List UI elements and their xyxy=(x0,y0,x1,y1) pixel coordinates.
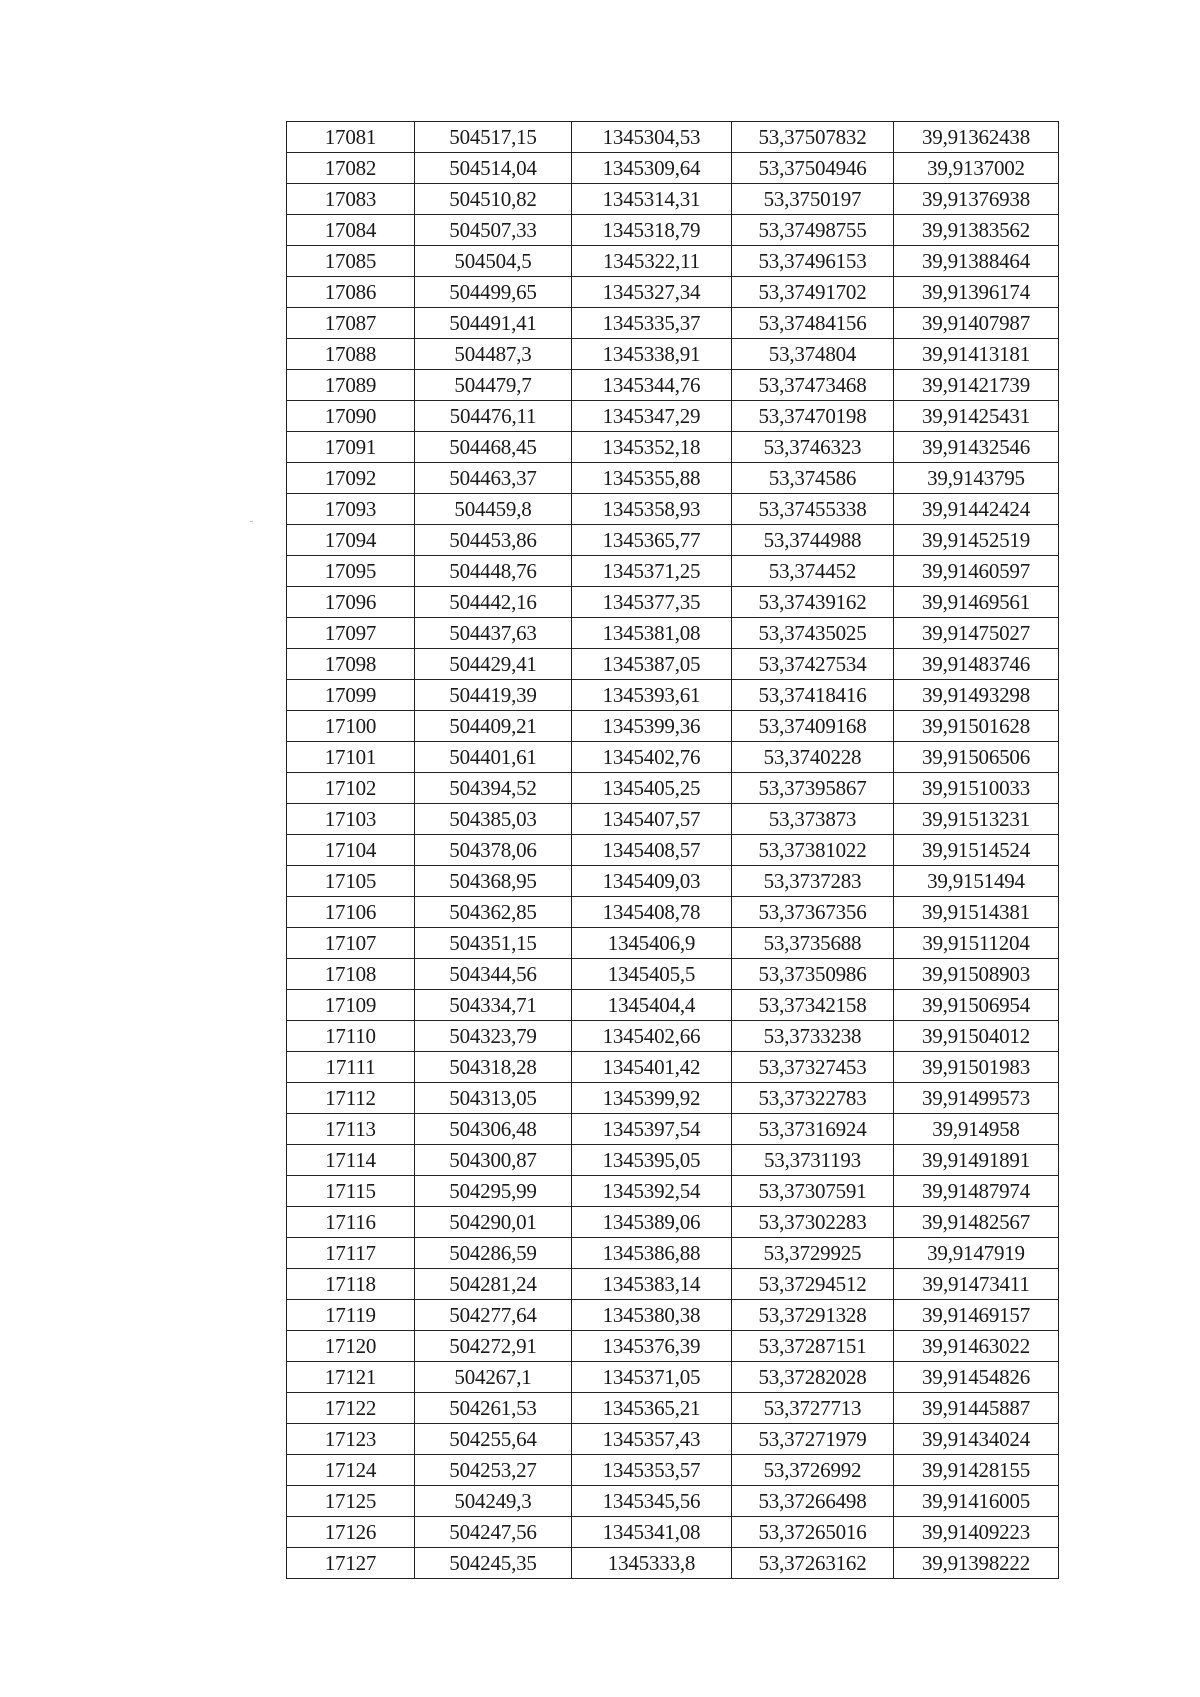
table-row xyxy=(287,1238,1059,1269)
longitude-cell: 39,91425431 xyxy=(894,401,1059,432)
y-coordinate-cell: 1345345,56 xyxy=(572,1486,732,1517)
longitude-cell: 39,91473411 xyxy=(894,1269,1059,1300)
latitude-cell: 53,37367356 xyxy=(732,897,894,928)
latitude-cell: 53,37263162 xyxy=(732,1548,894,1579)
point-number-cell: 17123 xyxy=(287,1424,415,1455)
longitude-cell: 39,914958 xyxy=(894,1114,1059,1145)
latitude-cell: 53,3735688 xyxy=(732,928,894,959)
point-number-cell: 17096 xyxy=(287,587,415,618)
longitude-cell: 39,91434024 xyxy=(894,1424,1059,1455)
longitude-cell: 39,91413181 xyxy=(894,339,1059,370)
latitude-cell: 53,37435025 xyxy=(732,618,894,649)
point-number-cell: 17126 xyxy=(287,1517,415,1548)
latitude-cell: 53,37455338 xyxy=(732,494,894,525)
point-number-cell: 17097 xyxy=(287,618,415,649)
longitude-cell: 39,91514381 xyxy=(894,897,1059,928)
y-coordinate-cell: 1345344,76 xyxy=(572,370,732,401)
table-row xyxy=(287,215,1059,246)
longitude-cell: 39,91475027 xyxy=(894,618,1059,649)
longitude-cell: 39,91511204 xyxy=(894,928,1059,959)
table-row xyxy=(287,773,1059,804)
table-row xyxy=(287,1269,1059,1300)
longitude-cell: 39,91388464 xyxy=(894,246,1059,277)
latitude-cell: 53,37271979 xyxy=(732,1424,894,1455)
point-number-cell: 17124 xyxy=(287,1455,415,1486)
y-coordinate-cell: 1345318,79 xyxy=(572,215,732,246)
table-row xyxy=(287,618,1059,649)
y-coordinate-cell: 1345389,06 xyxy=(572,1207,732,1238)
x-coordinate-cell: 504334,71 xyxy=(415,990,572,1021)
table-row xyxy=(287,556,1059,587)
table-row xyxy=(287,990,1059,1021)
longitude-cell: 39,91508903 xyxy=(894,959,1059,990)
latitude-cell: 53,37381022 xyxy=(732,835,894,866)
table-row xyxy=(287,339,1059,370)
longitude-cell: 39,91432546 xyxy=(894,432,1059,463)
table-row xyxy=(287,525,1059,556)
y-coordinate-cell: 1345365,21 xyxy=(572,1393,732,1424)
point-number-cell: 17098 xyxy=(287,649,415,680)
table-row xyxy=(287,184,1059,215)
table-row xyxy=(287,1393,1059,1424)
table-row xyxy=(287,308,1059,339)
x-coordinate-cell: 504487,3 xyxy=(415,339,572,370)
x-coordinate-cell: 504507,33 xyxy=(415,215,572,246)
latitude-cell: 53,3740228 xyxy=(732,742,894,773)
point-number-cell: 17109 xyxy=(287,990,415,1021)
longitude-cell: 39,9151494 xyxy=(894,866,1059,897)
table-row xyxy=(287,1362,1059,1393)
point-number-cell: 17108 xyxy=(287,959,415,990)
longitude-cell: 39,91416005 xyxy=(894,1486,1059,1517)
latitude-cell: 53,3726992 xyxy=(732,1455,894,1486)
longitude-cell: 39,91421739 xyxy=(894,370,1059,401)
table-row xyxy=(287,959,1059,990)
longitude-cell: 39,91482567 xyxy=(894,1207,1059,1238)
table-row xyxy=(287,1486,1059,1517)
longitude-cell: 39,91491891 xyxy=(894,1145,1059,1176)
y-coordinate-cell: 1345352,18 xyxy=(572,432,732,463)
table-row xyxy=(287,1021,1059,1052)
longitude-cell: 39,91499573 xyxy=(894,1083,1059,1114)
coordinates-table-body xyxy=(287,122,1059,1579)
x-coordinate-cell: 504362,85 xyxy=(415,897,572,928)
longitude-cell: 39,91501628 xyxy=(894,711,1059,742)
table-row xyxy=(287,1145,1059,1176)
latitude-cell: 53,374586 xyxy=(732,463,894,494)
x-coordinate-cell: 504437,63 xyxy=(415,618,572,649)
x-coordinate-cell: 504306,48 xyxy=(415,1114,572,1145)
y-coordinate-cell: 1345314,31 xyxy=(572,184,732,215)
x-coordinate-cell: 504476,11 xyxy=(415,401,572,432)
table-row xyxy=(287,122,1059,153)
longitude-cell: 39,91452519 xyxy=(894,525,1059,556)
y-coordinate-cell: 1345357,43 xyxy=(572,1424,732,1455)
point-number-cell: 17127 xyxy=(287,1548,415,1579)
table-row xyxy=(287,277,1059,308)
table-row xyxy=(287,866,1059,897)
latitude-cell: 53,37302283 xyxy=(732,1207,894,1238)
y-coordinate-cell: 1345377,35 xyxy=(572,587,732,618)
latitude-cell: 53,374804 xyxy=(732,339,894,370)
x-coordinate-cell: 504453,86 xyxy=(415,525,572,556)
x-coordinate-cell: 504499,65 xyxy=(415,277,572,308)
x-coordinate-cell: 504514,04 xyxy=(415,153,572,184)
point-number-cell: 17105 xyxy=(287,866,415,897)
latitude-cell: 53,37439162 xyxy=(732,587,894,618)
x-coordinate-cell: 504517,15 xyxy=(415,122,572,153)
longitude-cell: 39,91510033 xyxy=(894,773,1059,804)
x-coordinate-cell: 504290,01 xyxy=(415,1207,572,1238)
x-coordinate-cell: 504253,27 xyxy=(415,1455,572,1486)
latitude-cell: 53,37307591 xyxy=(732,1176,894,1207)
y-coordinate-cell: 1345405,25 xyxy=(572,773,732,804)
x-coordinate-cell: 504249,3 xyxy=(415,1486,572,1517)
y-coordinate-cell: 1345399,92 xyxy=(572,1083,732,1114)
latitude-cell: 53,374452 xyxy=(732,556,894,587)
latitude-cell: 53,3746323 xyxy=(732,432,894,463)
latitude-cell: 53,37265016 xyxy=(732,1517,894,1548)
y-coordinate-cell: 1345405,5 xyxy=(572,959,732,990)
x-coordinate-cell: 504468,45 xyxy=(415,432,572,463)
y-coordinate-cell: 1345341,08 xyxy=(572,1517,732,1548)
y-coordinate-cell: 1345383,14 xyxy=(572,1269,732,1300)
longitude-cell: 39,91483746 xyxy=(894,649,1059,680)
longitude-cell: 39,91409223 xyxy=(894,1517,1059,1548)
latitude-cell: 53,37470198 xyxy=(732,401,894,432)
x-coordinate-cell: 504419,39 xyxy=(415,680,572,711)
x-coordinate-cell: 504245,35 xyxy=(415,1548,572,1579)
longitude-cell: 39,91504012 xyxy=(894,1021,1059,1052)
x-coordinate-cell: 504323,79 xyxy=(415,1021,572,1052)
point-number-cell: 17086 xyxy=(287,277,415,308)
point-number-cell: 17089 xyxy=(287,370,415,401)
latitude-cell: 53,37294512 xyxy=(732,1269,894,1300)
table-row xyxy=(287,1455,1059,1486)
point-number-cell: 17099 xyxy=(287,680,415,711)
x-coordinate-cell: 504401,61 xyxy=(415,742,572,773)
x-coordinate-cell: 504261,53 xyxy=(415,1393,572,1424)
y-coordinate-cell: 1345399,36 xyxy=(572,711,732,742)
longitude-cell: 39,91445887 xyxy=(894,1393,1059,1424)
x-coordinate-cell: 504295,99 xyxy=(415,1176,572,1207)
y-coordinate-cell: 1345392,54 xyxy=(572,1176,732,1207)
x-coordinate-cell: 504344,56 xyxy=(415,959,572,990)
x-coordinate-cell: 504318,28 xyxy=(415,1052,572,1083)
y-coordinate-cell: 1345309,64 xyxy=(572,153,732,184)
point-number-cell: 17095 xyxy=(287,556,415,587)
table-row xyxy=(287,835,1059,866)
table-row xyxy=(287,246,1059,277)
x-coordinate-cell: 504378,06 xyxy=(415,835,572,866)
longitude-cell: 39,91376938 xyxy=(894,184,1059,215)
longitude-cell: 39,91469561 xyxy=(894,587,1059,618)
point-number-cell: 17084 xyxy=(287,215,415,246)
longitude-cell: 39,91487974 xyxy=(894,1176,1059,1207)
table-row xyxy=(287,1424,1059,1455)
y-coordinate-cell: 1345371,25 xyxy=(572,556,732,587)
latitude-cell: 53,37287151 xyxy=(732,1331,894,1362)
x-coordinate-cell: 504247,56 xyxy=(415,1517,572,1548)
latitude-cell: 53,37291328 xyxy=(732,1300,894,1331)
latitude-cell: 53,37322783 xyxy=(732,1083,894,1114)
point-number-cell: 17121 xyxy=(287,1362,415,1393)
x-coordinate-cell: 504368,95 xyxy=(415,866,572,897)
scan-speck xyxy=(250,521,253,522)
y-coordinate-cell: 1345365,77 xyxy=(572,525,732,556)
table-row xyxy=(287,1176,1059,1207)
point-number-cell: 17101 xyxy=(287,742,415,773)
point-number-cell: 17120 xyxy=(287,1331,415,1362)
point-number-cell: 17111 xyxy=(287,1052,415,1083)
y-coordinate-cell: 1345358,93 xyxy=(572,494,732,525)
point-number-cell: 17092 xyxy=(287,463,415,494)
x-coordinate-cell: 504429,41 xyxy=(415,649,572,680)
x-coordinate-cell: 504272,91 xyxy=(415,1331,572,1362)
table-row xyxy=(287,742,1059,773)
x-coordinate-cell: 504300,87 xyxy=(415,1145,572,1176)
longitude-cell: 39,91513231 xyxy=(894,804,1059,835)
y-coordinate-cell: 1345408,57 xyxy=(572,835,732,866)
point-number-cell: 17102 xyxy=(287,773,415,804)
longitude-cell: 39,9147919 xyxy=(894,1238,1059,1269)
table-row xyxy=(287,1331,1059,1362)
x-coordinate-cell: 504385,03 xyxy=(415,804,572,835)
point-number-cell: 17112 xyxy=(287,1083,415,1114)
longitude-cell: 39,91362438 xyxy=(894,122,1059,153)
y-coordinate-cell: 1345333,8 xyxy=(572,1548,732,1579)
latitude-cell: 53,37316924 xyxy=(732,1114,894,1145)
x-coordinate-cell: 504448,76 xyxy=(415,556,572,587)
latitude-cell: 53,3744988 xyxy=(732,525,894,556)
longitude-cell: 39,91398222 xyxy=(894,1548,1059,1579)
point-number-cell: 17093 xyxy=(287,494,415,525)
y-coordinate-cell: 1345393,61 xyxy=(572,680,732,711)
latitude-cell: 53,373873 xyxy=(732,804,894,835)
latitude-cell: 53,37409168 xyxy=(732,711,894,742)
point-number-cell: 17114 xyxy=(287,1145,415,1176)
longitude-cell: 39,9137002 xyxy=(894,153,1059,184)
longitude-cell: 39,91493298 xyxy=(894,680,1059,711)
latitude-cell: 53,37327453 xyxy=(732,1052,894,1083)
x-coordinate-cell: 504491,41 xyxy=(415,308,572,339)
y-coordinate-cell: 1345304,53 xyxy=(572,122,732,153)
coordinates-table xyxy=(286,121,1059,1579)
y-coordinate-cell: 1345409,03 xyxy=(572,866,732,897)
x-coordinate-cell: 504351,15 xyxy=(415,928,572,959)
table-row xyxy=(287,1300,1059,1331)
table-row xyxy=(287,897,1059,928)
y-coordinate-cell: 1345371,05 xyxy=(572,1362,732,1393)
table-row xyxy=(287,463,1059,494)
y-coordinate-cell: 1345381,08 xyxy=(572,618,732,649)
longitude-cell: 39,91469157 xyxy=(894,1300,1059,1331)
y-coordinate-cell: 1345327,34 xyxy=(572,277,732,308)
longitude-cell: 39,91454826 xyxy=(894,1362,1059,1393)
y-coordinate-cell: 1345387,05 xyxy=(572,649,732,680)
point-number-cell: 17104 xyxy=(287,835,415,866)
longitude-cell: 39,91463022 xyxy=(894,1331,1059,1362)
longitude-cell: 39,91428155 xyxy=(894,1455,1059,1486)
y-coordinate-cell: 1345322,11 xyxy=(572,246,732,277)
y-coordinate-cell: 1345402,66 xyxy=(572,1021,732,1052)
point-number-cell: 17113 xyxy=(287,1114,415,1145)
latitude-cell: 53,37491702 xyxy=(732,277,894,308)
y-coordinate-cell: 1345338,91 xyxy=(572,339,732,370)
x-coordinate-cell: 504409,21 xyxy=(415,711,572,742)
y-coordinate-cell: 1345407,57 xyxy=(572,804,732,835)
point-number-cell: 17087 xyxy=(287,308,415,339)
longitude-cell: 39,91514524 xyxy=(894,835,1059,866)
latitude-cell: 53,3737283 xyxy=(732,866,894,897)
y-coordinate-cell: 1345347,29 xyxy=(572,401,732,432)
latitude-cell: 53,37266498 xyxy=(732,1486,894,1517)
latitude-cell: 53,37342158 xyxy=(732,990,894,1021)
x-coordinate-cell: 504463,37 xyxy=(415,463,572,494)
table-row xyxy=(287,928,1059,959)
latitude-cell: 53,3729925 xyxy=(732,1238,894,1269)
latitude-cell: 53,3750197 xyxy=(732,184,894,215)
y-coordinate-cell: 1345397,54 xyxy=(572,1114,732,1145)
y-coordinate-cell: 1345404,4 xyxy=(572,990,732,1021)
latitude-cell: 53,37473468 xyxy=(732,370,894,401)
y-coordinate-cell: 1345402,76 xyxy=(572,742,732,773)
table-row xyxy=(287,711,1059,742)
point-number-cell: 17082 xyxy=(287,153,415,184)
y-coordinate-cell: 1345380,38 xyxy=(572,1300,732,1331)
table-row xyxy=(287,1207,1059,1238)
longitude-cell: 39,91396174 xyxy=(894,277,1059,308)
latitude-cell: 53,37496153 xyxy=(732,246,894,277)
point-number-cell: 17119 xyxy=(287,1300,415,1331)
table-row xyxy=(287,153,1059,184)
longitude-cell: 39,91501983 xyxy=(894,1052,1059,1083)
point-number-cell: 17117 xyxy=(287,1238,415,1269)
latitude-cell: 53,37427534 xyxy=(732,649,894,680)
point-number-cell: 17106 xyxy=(287,897,415,928)
table-row xyxy=(287,1517,1059,1548)
x-coordinate-cell: 504277,64 xyxy=(415,1300,572,1331)
point-number-cell: 17110 xyxy=(287,1021,415,1052)
longitude-cell: 39,91442424 xyxy=(894,494,1059,525)
latitude-cell: 53,37418416 xyxy=(732,680,894,711)
y-coordinate-cell: 1345395,05 xyxy=(572,1145,732,1176)
x-coordinate-cell: 504394,52 xyxy=(415,773,572,804)
x-coordinate-cell: 504281,24 xyxy=(415,1269,572,1300)
longitude-cell: 39,91506954 xyxy=(894,990,1059,1021)
longitude-cell: 39,91407987 xyxy=(894,308,1059,339)
table-row xyxy=(287,432,1059,463)
y-coordinate-cell: 1345401,42 xyxy=(572,1052,732,1083)
x-coordinate-cell: 504286,59 xyxy=(415,1238,572,1269)
latitude-cell: 53,3731193 xyxy=(732,1145,894,1176)
point-number-cell: 17090 xyxy=(287,401,415,432)
table-row xyxy=(287,1083,1059,1114)
point-number-cell: 17100 xyxy=(287,711,415,742)
y-coordinate-cell: 1345335,37 xyxy=(572,308,732,339)
longitude-cell: 39,91506506 xyxy=(894,742,1059,773)
point-number-cell: 17103 xyxy=(287,804,415,835)
latitude-cell: 53,3733238 xyxy=(732,1021,894,1052)
table-row xyxy=(287,1114,1059,1145)
table-row xyxy=(287,401,1059,432)
x-coordinate-cell: 504442,16 xyxy=(415,587,572,618)
table-row xyxy=(287,587,1059,618)
latitude-cell: 53,37395867 xyxy=(732,773,894,804)
latitude-cell: 53,37507832 xyxy=(732,122,894,153)
latitude-cell: 53,37498755 xyxy=(732,215,894,246)
longitude-cell: 39,91460597 xyxy=(894,556,1059,587)
y-coordinate-cell: 1345386,88 xyxy=(572,1238,732,1269)
longitude-cell: 39,9143795 xyxy=(894,463,1059,494)
x-coordinate-cell: 504313,05 xyxy=(415,1083,572,1114)
point-number-cell: 17122 xyxy=(287,1393,415,1424)
point-number-cell: 17107 xyxy=(287,928,415,959)
x-coordinate-cell: 504267,1 xyxy=(415,1362,572,1393)
x-coordinate-cell: 504255,64 xyxy=(415,1424,572,1455)
y-coordinate-cell: 1345406,9 xyxy=(572,928,732,959)
latitude-cell: 53,37484156 xyxy=(732,308,894,339)
point-number-cell: 17115 xyxy=(287,1176,415,1207)
table-row xyxy=(287,1548,1059,1579)
table-row xyxy=(287,680,1059,711)
point-number-cell: 17088 xyxy=(287,339,415,370)
point-number-cell: 17091 xyxy=(287,432,415,463)
point-number-cell: 17083 xyxy=(287,184,415,215)
table-row xyxy=(287,804,1059,835)
point-number-cell: 17081 xyxy=(287,122,415,153)
y-coordinate-cell: 1345408,78 xyxy=(572,897,732,928)
latitude-cell: 53,3727713 xyxy=(732,1393,894,1424)
point-number-cell: 17116 xyxy=(287,1207,415,1238)
longitude-cell: 39,91383562 xyxy=(894,215,1059,246)
y-coordinate-cell: 1345353,57 xyxy=(572,1455,732,1486)
point-number-cell: 17085 xyxy=(287,246,415,277)
point-number-cell: 17094 xyxy=(287,525,415,556)
point-number-cell: 17125 xyxy=(287,1486,415,1517)
point-number-cell: 17118 xyxy=(287,1269,415,1300)
x-coordinate-cell: 504510,82 xyxy=(415,184,572,215)
table-row xyxy=(287,494,1059,525)
table-row xyxy=(287,370,1059,401)
latitude-cell: 53,37282028 xyxy=(732,1362,894,1393)
y-coordinate-cell: 1345376,39 xyxy=(572,1331,732,1362)
x-coordinate-cell: 504479,7 xyxy=(415,370,572,401)
x-coordinate-cell: 504459,8 xyxy=(415,494,572,525)
x-coordinate-cell: 504504,5 xyxy=(415,246,572,277)
table-row xyxy=(287,1052,1059,1083)
y-coordinate-cell: 1345355,88 xyxy=(572,463,732,494)
table-row xyxy=(287,649,1059,680)
latitude-cell: 53,37350986 xyxy=(732,959,894,990)
latitude-cell: 53,37504946 xyxy=(732,153,894,184)
